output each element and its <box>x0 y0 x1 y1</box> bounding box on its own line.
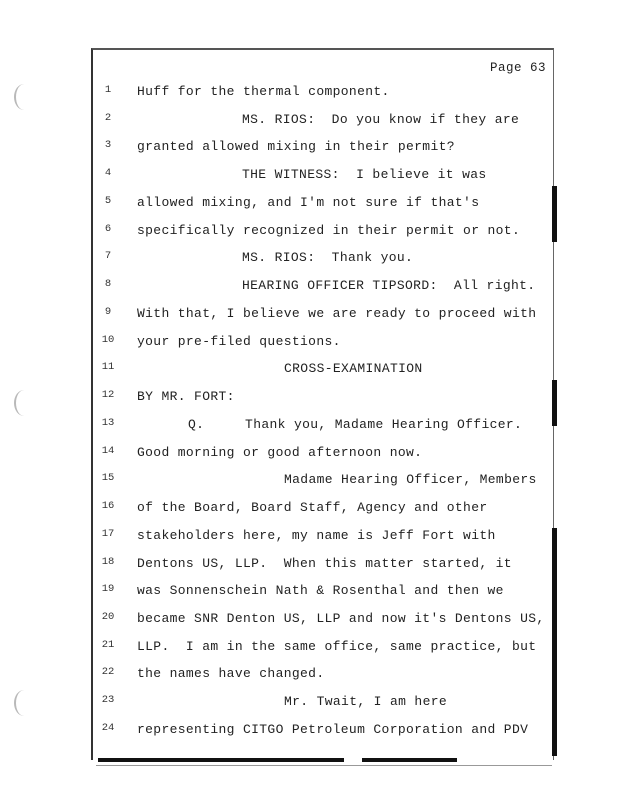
line-text: your pre-filed questions. <box>137 334 341 349</box>
transcript-line <box>0 278 560 298</box>
line-number: 12 <box>101 389 115 401</box>
line-number: 23 <box>101 694 115 706</box>
line-number: 1 <box>104 84 112 96</box>
line-number: 7 <box>104 250 112 262</box>
line-text: MS. RIOS: Do you know if they are <box>242 112 520 127</box>
transcript-line <box>0 334 560 354</box>
line-text: Dentons US, LLP. When this matter started, it <box>137 556 512 571</box>
line-text: representing CITGO Petroleum Corporation and PDV <box>137 722 529 737</box>
line-text: THE WITNESS: I believe it was <box>242 167 487 182</box>
transcript-line <box>0 611 560 631</box>
page-number: Page 63 <box>490 61 547 75</box>
transcript-line <box>0 195 560 215</box>
line-text: became SNR Denton US, LLP and now it's Dentons US, <box>137 611 545 626</box>
line-number: 17 <box>101 528 115 540</box>
line-number: 20 <box>101 611 115 623</box>
line-text: BY MR. FORT: <box>137 389 235 404</box>
bottom-rule-thin <box>96 765 552 766</box>
transcript-line <box>0 417 560 437</box>
bottom-rule-right <box>362 758 457 762</box>
transcript-line <box>0 639 560 659</box>
transcript-line <box>0 583 560 603</box>
transcript-line <box>0 445 560 465</box>
transcript-line <box>0 472 560 492</box>
line-text: LLP. I am in the same office, same practice, but <box>137 639 537 654</box>
line-number: 8 <box>104 278 112 290</box>
transcript-line <box>0 694 560 714</box>
line-number: 21 <box>101 639 115 651</box>
line-number: 3 <box>104 139 112 151</box>
line-number: 9 <box>104 306 112 318</box>
transcript-line <box>0 528 560 548</box>
line-text: Q. Thank you, Madame Hearing Officer. <box>188 417 523 432</box>
line-number: 19 <box>101 583 115 595</box>
line-text: MS. RIOS: Thank you. <box>242 250 414 265</box>
line-text: Good morning or good afternoon now. <box>137 445 423 460</box>
line-number: 10 <box>101 334 115 346</box>
line-number: 16 <box>101 500 115 512</box>
line-text: Madame Hearing Officer, Members <box>284 472 537 487</box>
transcript-line <box>0 500 560 520</box>
line-text: of the Board, Board Staff, Agency and other <box>137 500 488 515</box>
transcript-line <box>0 139 560 159</box>
transcript-line <box>0 84 560 104</box>
transcript-line <box>0 112 560 132</box>
line-text: specifically recognized in their permit or not. <box>137 223 521 238</box>
bottom-rule-left <box>98 758 344 762</box>
line-number: 5 <box>104 195 112 207</box>
line-text: the names have changed. <box>137 666 325 681</box>
section-heading: CROSS-EXAMINATION <box>284 361 423 376</box>
line-number: 18 <box>101 556 115 568</box>
line-number: 2 <box>104 112 112 124</box>
line-number: 14 <box>101 445 115 457</box>
line-text: Huff for the thermal component. <box>137 84 390 99</box>
line-text: Mr. Twait, I am here <box>284 694 448 709</box>
line-number: 6 <box>104 223 112 235</box>
line-number: 15 <box>101 472 115 484</box>
transcript-line <box>0 361 560 381</box>
transcript-line <box>0 250 560 270</box>
line-text: HEARING OFFICER TIPSORD: All right. <box>242 278 536 293</box>
line-number: 4 <box>104 167 112 179</box>
line-number: 11 <box>101 361 115 373</box>
transcript-line <box>0 722 560 742</box>
transcript-line <box>0 223 560 243</box>
transcript-line <box>0 666 560 686</box>
transcript-line <box>0 556 560 576</box>
line-number: 24 <box>101 722 115 734</box>
line-text: stakeholders here, my name is Jeff Fort with <box>137 528 496 543</box>
line-number: 13 <box>101 417 115 429</box>
line-text: granted allowed mixing in their permit? <box>137 139 455 154</box>
line-number: 22 <box>101 666 115 678</box>
transcript-line <box>0 389 560 409</box>
line-text: With that, I believe we are ready to proceed with <box>137 306 537 321</box>
transcript-line <box>0 306 560 326</box>
transcript-line <box>0 167 560 187</box>
line-text: allowed mixing, and I'm not sure if that's <box>137 195 480 210</box>
line-text: was Sonnenschein Nath & Rosenthal and then we <box>137 583 504 598</box>
